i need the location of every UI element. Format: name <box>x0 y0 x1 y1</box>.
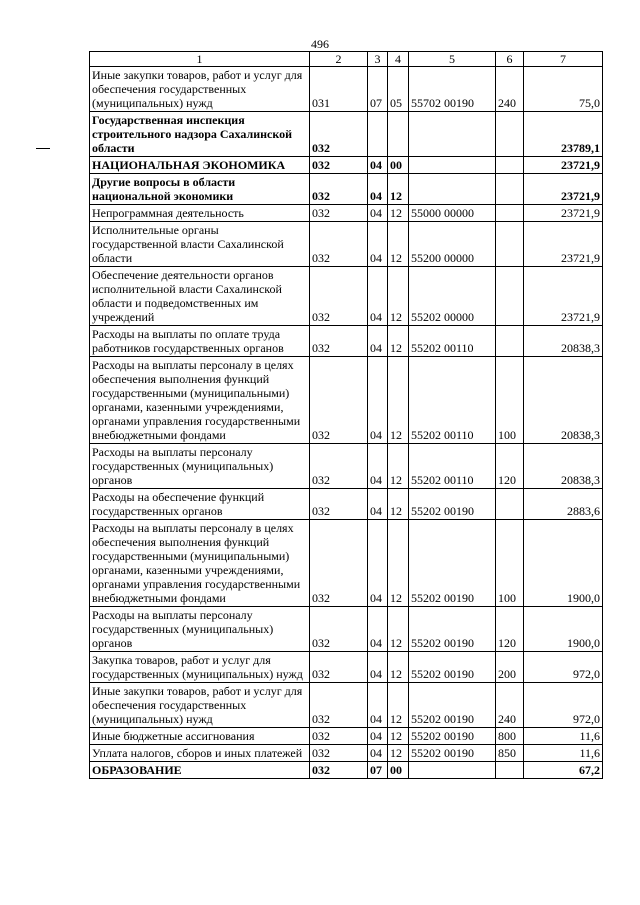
row-name-cell: Расходы на выплаты по оплате труда работников государственных органов <box>90 326 310 357</box>
table-row <box>90 652 603 683</box>
row-name-cell: Непрограммная деятельность <box>90 205 310 222</box>
target-article-cell: 55202 00190 <box>409 652 496 683</box>
column-number-1: 1 <box>90 52 310 67</box>
row-name-cell: ОБРАЗОВАНИЕ <box>90 762 310 779</box>
column-number-4: 4 <box>388 52 409 67</box>
column-number-6: 6 <box>496 52 524 67</box>
expense-type-cell <box>496 157 524 174</box>
target-article-cell: 55000 00000 <box>409 205 496 222</box>
ministry-code-cell: 032 <box>310 520 368 607</box>
section-code-cell: 04 <box>368 326 388 357</box>
target-article-cell: 55200 00000 <box>409 222 496 267</box>
amount-cell: 11,6 <box>524 745 603 762</box>
table-row <box>90 222 603 267</box>
ministry-code-cell: 032 <box>310 112 368 157</box>
subsection-code-cell <box>388 112 409 157</box>
section-code-cell: 04 <box>368 157 388 174</box>
subsection-code-cell: 12 <box>388 357 409 444</box>
ministry-code-cell: 032 <box>310 267 368 326</box>
target-article-cell <box>409 112 496 157</box>
column-number-3: 3 <box>368 52 388 67</box>
subsection-code-cell: 12 <box>388 326 409 357</box>
table-row <box>90 157 603 174</box>
row-name-cell: Расходы на выплаты персоналу в целях обеспечения выполнения функций государственными (муниципальными) органами, казенными учреждениями, органами управления государственными внебюджетными фондами <box>90 357 310 444</box>
subsection-code-cell: 00 <box>388 762 409 779</box>
target-article-cell <box>409 174 496 205</box>
section-code-cell: 04 <box>368 489 388 520</box>
table-row <box>90 326 603 357</box>
row-name-cell: Иные закупки товаров, работ и услуг для обеспечения государственных (муниципальных) нужд <box>90 67 310 112</box>
subsection-code-cell: 12 <box>388 444 409 489</box>
section-code-cell: 04 <box>368 444 388 489</box>
section-code-cell: 07 <box>368 67 388 112</box>
target-article-cell <box>409 157 496 174</box>
target-article-cell: 55202 00190 <box>409 607 496 652</box>
target-article-cell: 55202 00190 <box>409 683 496 728</box>
table-row <box>90 683 603 728</box>
section-code-cell: 04 <box>368 267 388 326</box>
subsection-code-cell: 12 <box>388 222 409 267</box>
amount-cell: 75,0 <box>524 67 603 112</box>
section-code-cell: 04 <box>368 520 388 607</box>
row-name-cell: Закупка товаров, работ и услуг для государственных (муниципальных) нужд <box>90 652 310 683</box>
subsection-code-cell: 05 <box>388 67 409 112</box>
ministry-code-cell: 032 <box>310 745 368 762</box>
table-row <box>90 762 603 779</box>
expense-type-cell: 850 <box>496 745 524 762</box>
ministry-code-cell: 031 <box>310 67 368 112</box>
table-row <box>90 520 603 607</box>
subsection-code-cell: 12 <box>388 745 409 762</box>
amount-cell: 11,6 <box>524 728 603 745</box>
section-code-cell: 04 <box>368 222 388 267</box>
expense-type-cell <box>496 112 524 157</box>
amount-cell: 972,0 <box>524 652 603 683</box>
amount-cell: 23721,9 <box>524 157 603 174</box>
expense-type-cell: 120 <box>496 444 524 489</box>
ministry-code-cell: 032 <box>310 607 368 652</box>
section-code-cell: 07 <box>368 762 388 779</box>
ministry-code-cell: 032 <box>310 489 368 520</box>
expense-type-cell: 240 <box>496 67 524 112</box>
table-row <box>90 174 603 205</box>
expense-type-cell: 240 <box>496 683 524 728</box>
page-number: 496 <box>311 37 329 51</box>
column-number-2: 2 <box>310 52 368 67</box>
section-code-cell: 04 <box>368 652 388 683</box>
subsection-code-cell: 12 <box>388 267 409 326</box>
column-number-row <box>90 52 603 67</box>
table-row <box>90 607 603 652</box>
subsection-code-cell: 12 <box>388 683 409 728</box>
ministry-code-cell: 032 <box>310 652 368 683</box>
budget-table <box>89 51 603 779</box>
table-row <box>90 745 603 762</box>
subsection-code-cell: 12 <box>388 607 409 652</box>
target-article-cell: 55202 00190 <box>409 728 496 745</box>
subsection-code-cell: 12 <box>388 489 409 520</box>
table-row <box>90 205 603 222</box>
ministry-code-cell: 032 <box>310 205 368 222</box>
table-row <box>90 728 603 745</box>
amount-cell: 2883,6 <box>524 489 603 520</box>
expense-type-cell <box>496 174 524 205</box>
ministry-code-cell: 032 <box>310 444 368 489</box>
target-article-cell: 55202 00190 <box>409 745 496 762</box>
ministry-code-cell: 032 <box>310 222 368 267</box>
amount-cell: 23721,9 <box>524 267 603 326</box>
table-row <box>90 112 603 157</box>
section-code-cell: 04 <box>368 728 388 745</box>
subsection-code-cell: 12 <box>388 520 409 607</box>
amount-cell: 23789,1 <box>524 112 603 157</box>
section-code-cell: 04 <box>368 683 388 728</box>
table-row <box>90 357 603 444</box>
ministry-code-cell: 032 <box>310 762 368 779</box>
row-name-cell: Уплата налогов, сборов и иных платежей <box>90 745 310 762</box>
table-row <box>90 489 603 520</box>
amount-cell: 20838,3 <box>524 357 603 444</box>
row-name-cell: Иные бюджетные ассигнования <box>90 728 310 745</box>
expense-type-cell: 100 <box>496 357 524 444</box>
amount-cell: 23721,9 <box>524 205 603 222</box>
section-code-cell: 04 <box>368 745 388 762</box>
row-name-cell: Обеспечение деятельности органов исполнительной власти Сахалинской области и подведомственных им учреждений <box>90 267 310 326</box>
row-name-cell: Расходы на выплаты персоналу государственных (муниципальных) органов <box>90 444 310 489</box>
subsection-code-cell: 12 <box>388 205 409 222</box>
table-row <box>90 67 603 112</box>
column-number-5: 5 <box>409 52 496 67</box>
ministry-code-cell: 032 <box>310 728 368 745</box>
expense-type-cell <box>496 326 524 357</box>
row-name-cell: Исполнительные органы государственной власти Сахалинской области <box>90 222 310 267</box>
amount-cell: 20838,3 <box>524 444 603 489</box>
margin-dash-mark <box>36 148 50 149</box>
expense-type-cell <box>496 205 524 222</box>
section-code-cell: 04 <box>368 607 388 652</box>
target-article-cell: 55202 00110 <box>409 326 496 357</box>
row-name-cell: Расходы на выплаты персоналу государственных (муниципальных) органов <box>90 607 310 652</box>
amount-cell: 1900,0 <box>524 607 603 652</box>
target-article-cell: 55202 00190 <box>409 489 496 520</box>
expense-type-cell: 120 <box>496 607 524 652</box>
target-article-cell: 55202 00000 <box>409 267 496 326</box>
row-name-cell: Государственная инспекция строительного надзора Сахалинской области <box>90 112 310 157</box>
subsection-code-cell: 12 <box>388 652 409 683</box>
expense-type-cell <box>496 222 524 267</box>
subsection-code-cell: 12 <box>388 174 409 205</box>
column-number-7: 7 <box>524 52 603 67</box>
ministry-code-cell: 032 <box>310 326 368 357</box>
target-article-cell: 55202 00110 <box>409 357 496 444</box>
section-code-cell <box>368 112 388 157</box>
row-name-cell: Другие вопросы в области национальной экономики <box>90 174 310 205</box>
amount-cell: 20838,3 <box>524 326 603 357</box>
ministry-code-cell: 032 <box>310 683 368 728</box>
expense-type-cell: 200 <box>496 652 524 683</box>
row-name-cell: НАЦИОНАЛЬНАЯ ЭКОНОМИКА <box>90 157 310 174</box>
expense-type-cell <box>496 489 524 520</box>
amount-cell: 23721,9 <box>524 174 603 205</box>
ministry-code-cell: 032 <box>310 157 368 174</box>
table-row <box>90 444 603 489</box>
target-article-cell: 55202 00110 <box>409 444 496 489</box>
amount-cell: 972,0 <box>524 683 603 728</box>
amount-cell: 1900,0 <box>524 520 603 607</box>
amount-cell: 23721,9 <box>524 222 603 267</box>
subsection-code-cell: 12 <box>388 728 409 745</box>
target-article-cell: 55702 00190 <box>409 67 496 112</box>
section-code-cell: 04 <box>368 357 388 444</box>
expense-type-cell <box>496 762 524 779</box>
ministry-code-cell: 032 <box>310 174 368 205</box>
subsection-code-cell: 00 <box>388 157 409 174</box>
expense-type-cell: 800 <box>496 728 524 745</box>
row-name-cell: Расходы на выплаты персоналу в целях обеспечения выполнения функций государственными (муниципальными) органами, казенными учреждениями, органами управления государственными внебюджетными фондами <box>90 520 310 607</box>
ministry-code-cell: 032 <box>310 357 368 444</box>
amount-cell: 67,2 <box>524 762 603 779</box>
row-name-cell: Расходы на обеспечение функций государственных органов <box>90 489 310 520</box>
target-article-cell: 55202 00190 <box>409 520 496 607</box>
table-row <box>90 267 603 326</box>
section-code-cell: 04 <box>368 205 388 222</box>
row-name-cell: Иные закупки товаров, работ и услуг для обеспечения государственных (муниципальных) нужд <box>90 683 310 728</box>
expense-type-cell: 100 <box>496 520 524 607</box>
section-code-cell: 04 <box>368 174 388 205</box>
expense-type-cell <box>496 267 524 326</box>
target-article-cell <box>409 762 496 779</box>
